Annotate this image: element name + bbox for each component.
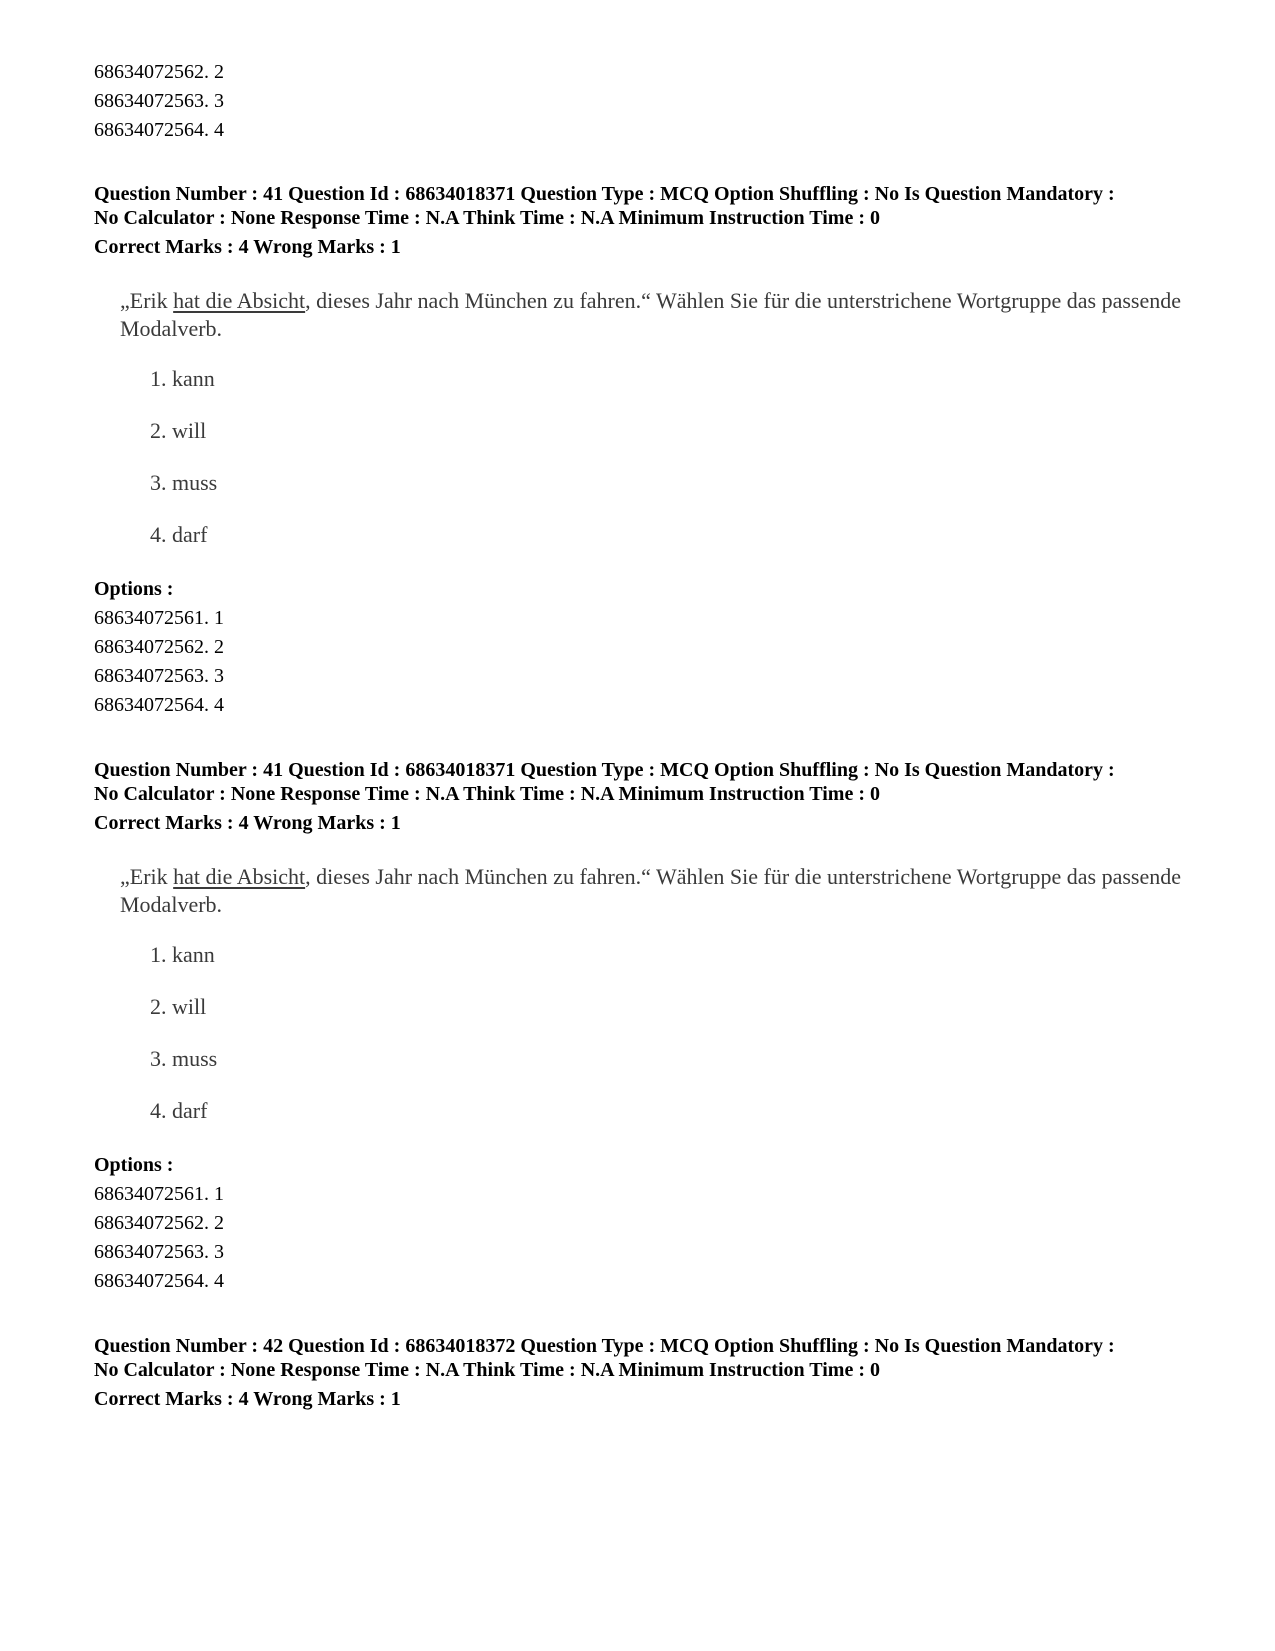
question-meta-line: No Calculator : None Response Time : N.A Think Time : N.A Minimum Instruction Time : 0 <box>94 1359 880 1381</box>
option-line: 68634072563. 3 <box>94 90 224 112</box>
question-marks: Correct Marks : 4 Wrong Marks : 1 <box>94 812 401 834</box>
options-heading: Options : <box>94 578 174 600</box>
answer-choice: 1. kann <box>150 942 215 967</box>
question-meta <box>94 758 1204 806</box>
options-heading: Options : <box>94 1154 174 1176</box>
underlined-phrase: hat die Absicht <box>173 288 306 313</box>
question-text-end: , dieses Jahr nach München zu fahren.“ Wählen Sie für die unterstrichene Wortgruppe das passende Modalverb. <box>120 288 1182 341</box>
question-meta-line: No Calculator : None Response Time : N.A Think Time : N.A Minimum Instruction Time : 0 <box>94 783 880 805</box>
question-meta-line: Question Number : 42 Question Id : 68634018372 Question Type : MCQ Option Shuffling : No Is Question Mandatory : <box>94 1335 1115 1357</box>
question-marks: Correct Marks : 4 Wrong Marks : 1 <box>94 1388 401 1410</box>
question-text <box>120 287 1200 343</box>
option-line: 68634072562. 2 <box>94 61 224 83</box>
option-line: 68634072564. 4 <box>94 1270 224 1292</box>
question-meta-line: No Calculator : None Response Time : N.A Think Time : N.A Minimum Instruction Time : 0 <box>94 207 880 229</box>
option-line: 68634072562. 2 <box>94 1212 224 1234</box>
question-meta-line: Question Number : 41 Question Id : 68634018371 Question Type : MCQ Option Shuffling : No Is Question Mandatory : <box>94 183 1115 205</box>
question-text <box>120 863 1200 919</box>
option-line: 68634072564. 4 <box>94 119 224 141</box>
answer-choice: 4. darf <box>150 1098 208 1123</box>
question-text-start: „Erik <box>120 288 174 313</box>
answer-choice: 3. muss <box>150 1046 218 1071</box>
question-image <box>120 287 1200 547</box>
question-image <box>120 863 1200 1123</box>
underlined-phrase: hat die Absicht <box>173 864 306 889</box>
option-line: 68634072561. 1 <box>94 1183 224 1205</box>
question-meta-line: Question Number : 41 Question Id : 68634018371 Question Type : MCQ Option Shuffling : No Is Question Mandatory : <box>94 759 1115 781</box>
option-line: 68634072561. 1 <box>94 607 224 629</box>
answer-choice: 2. will <box>150 994 207 1019</box>
option-line: 68634072563. 3 <box>94 1241 224 1263</box>
question-text-start: „Erik <box>120 864 174 889</box>
answer-choice: 1. kann <box>150 366 215 391</box>
option-line: 68634072564. 4 <box>94 694 224 716</box>
question-meta <box>94 1334 1204 1382</box>
answer-choice: 3. muss <box>150 470 218 495</box>
option-line: 68634072562. 2 <box>94 636 224 658</box>
answer-choice: 2. will <box>150 418 207 443</box>
question-meta <box>94 182 1204 230</box>
option-line: 68634072563. 3 <box>94 665 224 687</box>
answer-choice: 4. darf <box>150 522 208 547</box>
question-marks: Correct Marks : 4 Wrong Marks : 1 <box>94 236 401 258</box>
question-text-end: , dieses Jahr nach München zu fahren.“ Wählen Sie für die unterstrichene Wortgruppe das passende Modalverb. <box>120 864 1182 917</box>
